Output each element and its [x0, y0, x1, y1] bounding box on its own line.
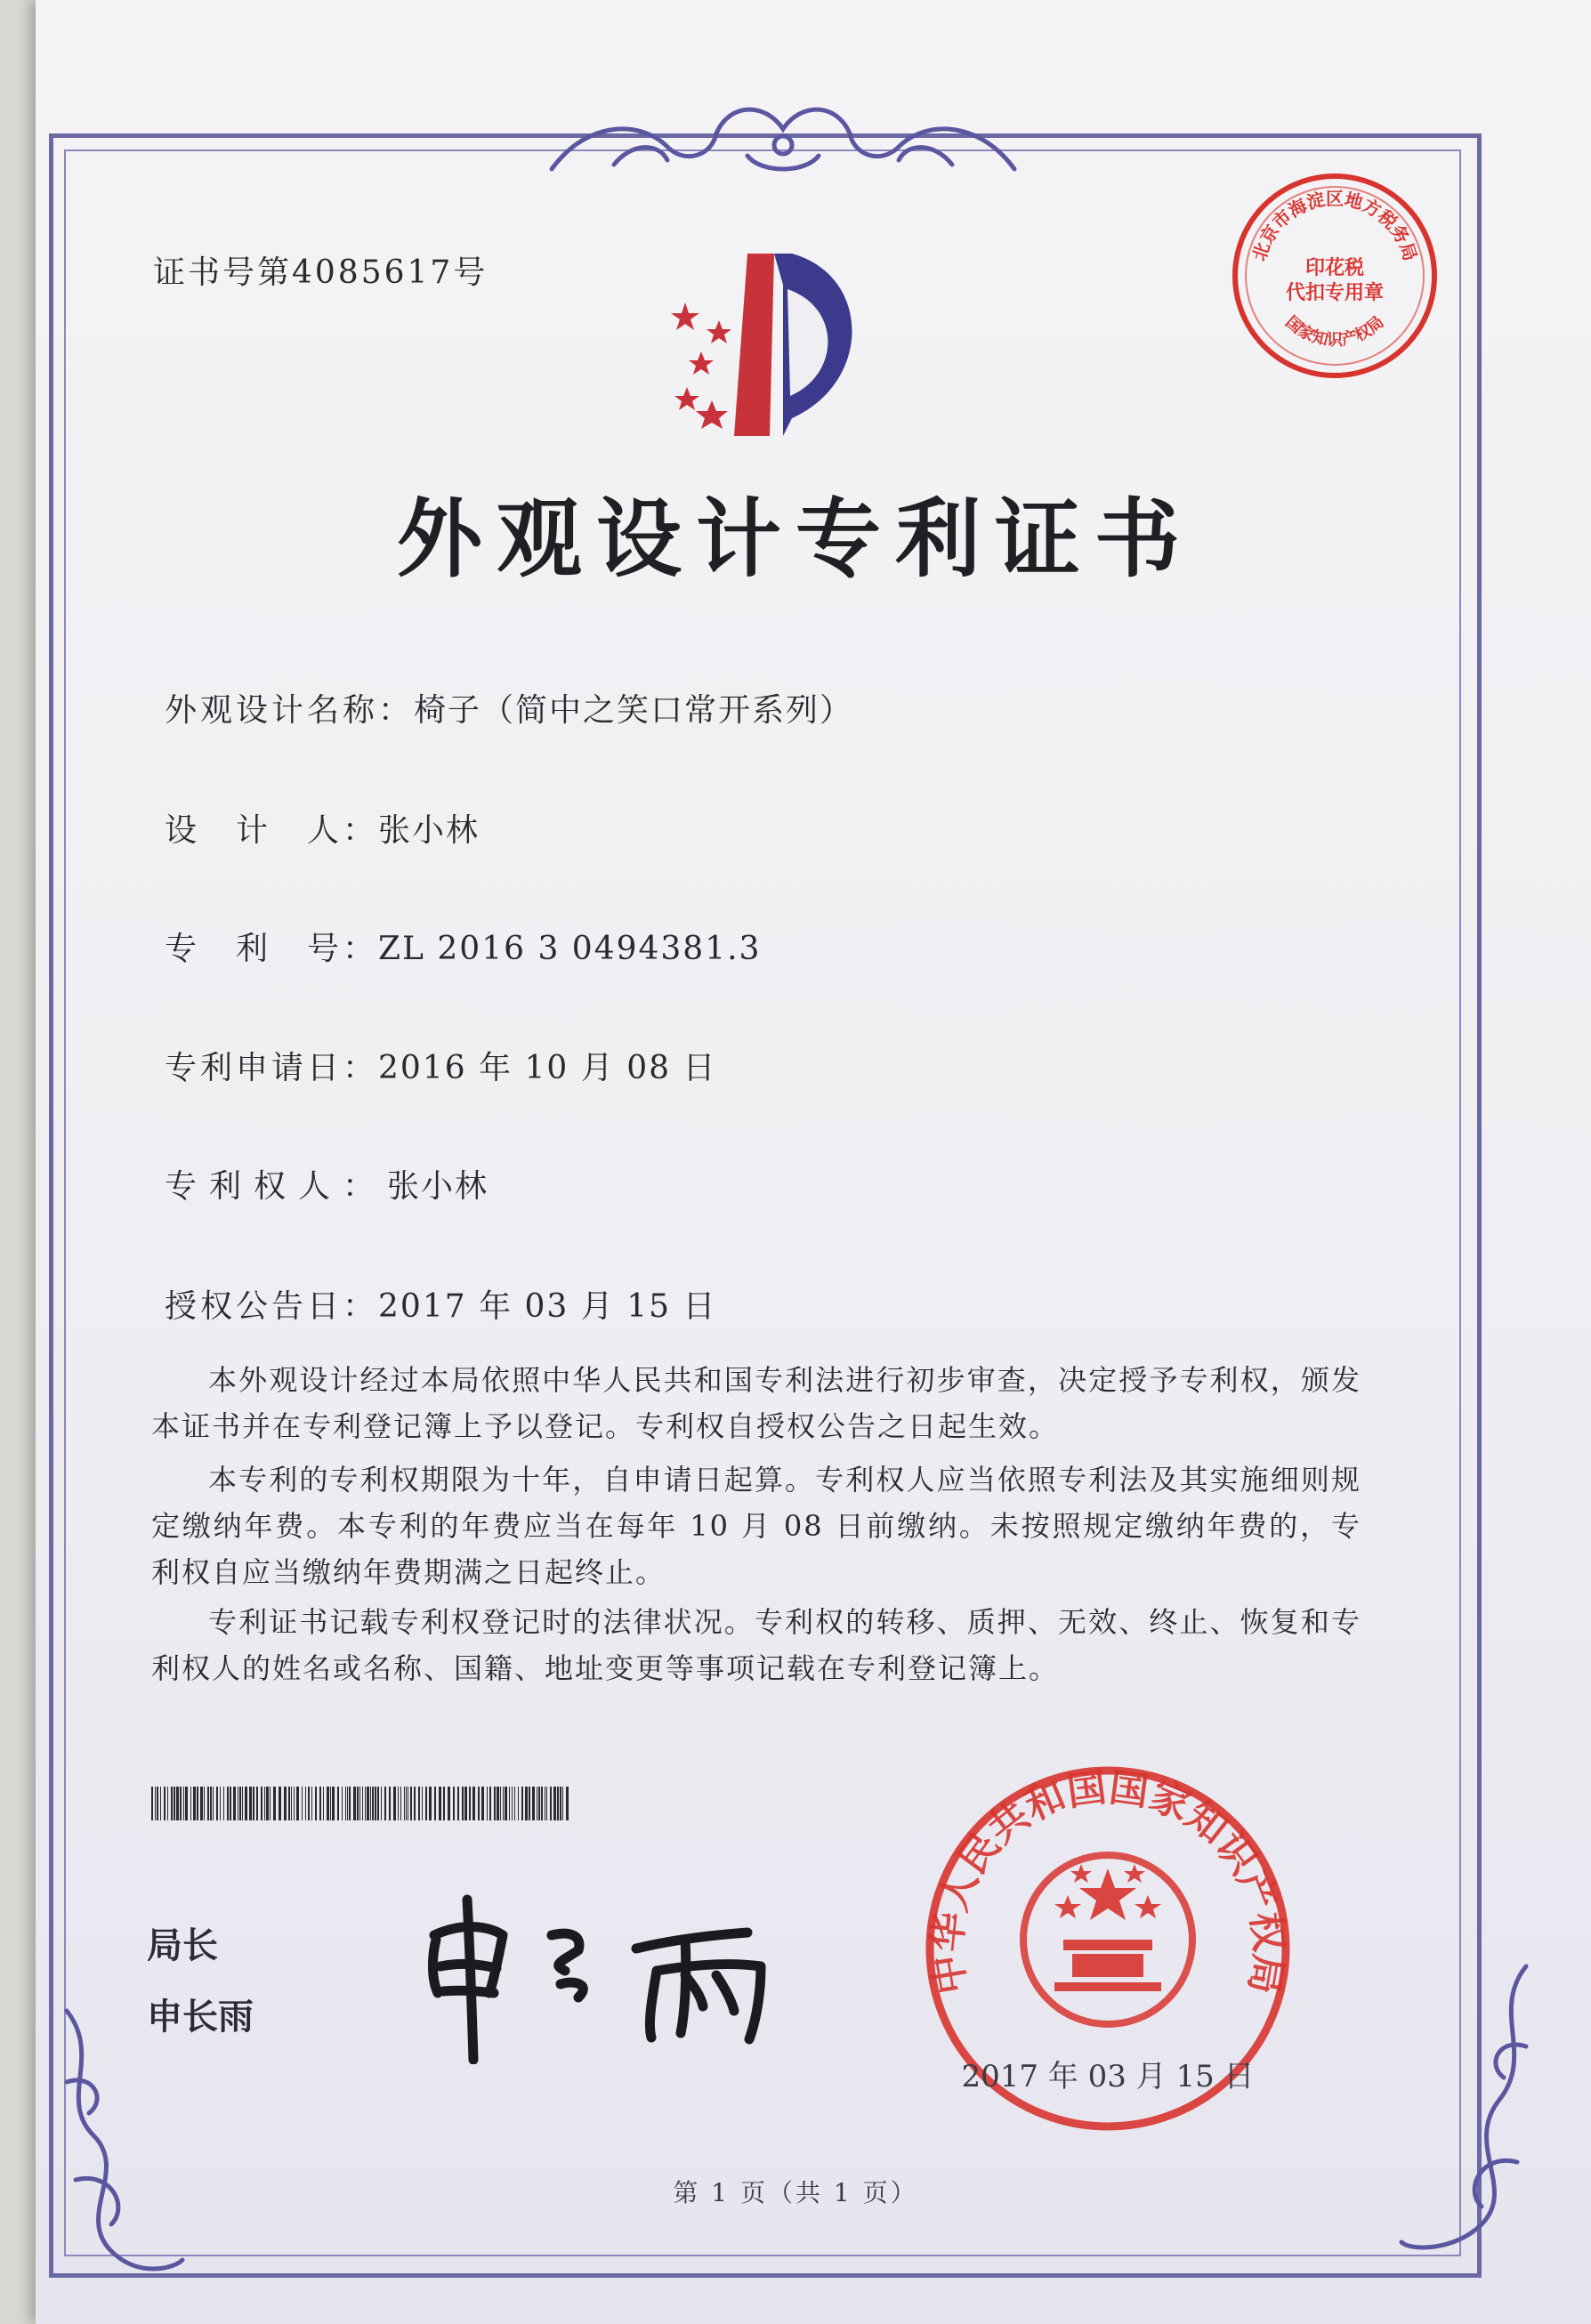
- page-number: 第 1 页（共 1 页）: [673, 2178, 918, 2207]
- field-label: 专利权人：: [165, 1168, 388, 1205]
- patent-office-emblem: [650, 249, 899, 445]
- svg-text:代扣专用章: 代扣专用章: [1285, 281, 1385, 304]
- patent-number-field: [165, 924, 761, 969]
- certificate-number: 证书号第4085617号: [153, 254, 489, 291]
- patentee-field: [165, 1161, 489, 1206]
- field-value: 2017 年 03 月 15 日: [378, 1288, 717, 1325]
- svg-text:中华人民共和国国家知识产权局: 中华人民共和国国家知识产权局: [924, 1764, 1292, 1997]
- certificate-title: 外观设计专利证书: [397, 488, 1194, 589]
- field-value: 2016 年 10 月 08 日: [378, 1050, 717, 1086]
- field-label: 设 计 人：: [165, 812, 379, 849]
- field-label: 外观设计名称：: [165, 692, 415, 729]
- field-value: 张小林: [378, 812, 481, 849]
- svg-text:印花税: 印花税: [1304, 256, 1365, 279]
- tax-stamp-seal: [1228, 169, 1442, 383]
- svg-text:北京市海淀区地方税务局: 北京市海淀区地方税务局: [1248, 188, 1422, 264]
- director-name: 申长雨: [147, 1997, 254, 2038]
- field-value: 椅子（简中之笑口常开系列）: [414, 692, 854, 729]
- grant-date-field: [165, 1281, 716, 1327]
- design-name-field: [165, 685, 853, 730]
- field-label: 专利申请日：: [165, 1050, 379, 1086]
- paragraph-grant: 本外观设计经过本局依照中华人民共和国专利法进行初步审查，决定授予专利权，颁发本证书并在专利登记簿上予以登记。专利权自授权公告之日起生效。: [151, 1363, 1361, 1443]
- bottom-right-ornament: [1375, 1957, 1553, 2296]
- svg-text:2017 年 03 月 15 日: 2017 年 03 月 15 日: [961, 2059, 1255, 2094]
- paragraph-legal-status: 专利证书记载专利权登记时的法律状况。专利权的转移、质押、无效、终止、恢复和专利权人的姓名或名称、国籍、地址变更等事项记载在专利登记簿上。: [151, 1605, 1361, 1685]
- field-value: ZL 2016 3 0494381.3: [378, 931, 762, 967]
- bottom-left-ornament: [40, 2002, 200, 2296]
- barcode: [151, 1787, 569, 1820]
- svg-text:国家知识产权局: 国家知识产权局: [1281, 312, 1388, 351]
- patent-office-seal: [921, 1762, 1295, 2135]
- field-value: 张小林: [387, 1168, 489, 1205]
- designer-field: [165, 805, 480, 851]
- paragraph-term: 本专利的专利权期限为十年，自申请日起算。专利权人应当依照专利法及其实施细则规定缴纳年费。本专利的年费应当在每年 10 月 08 日前缴纳。未按照规定缴纳年费的，专利权自应当缴纳年费期满之日起终止。: [151, 1463, 1361, 1589]
- top-ornament: [534, 93, 1032, 191]
- director-title: 局长: [147, 1925, 218, 1966]
- field-label: 专 利 号：: [165, 931, 379, 967]
- field-label: 授权公告日：: [165, 1288, 379, 1325]
- application-date-field: [165, 1043, 716, 1088]
- director-signature: [418, 1886, 783, 2064]
